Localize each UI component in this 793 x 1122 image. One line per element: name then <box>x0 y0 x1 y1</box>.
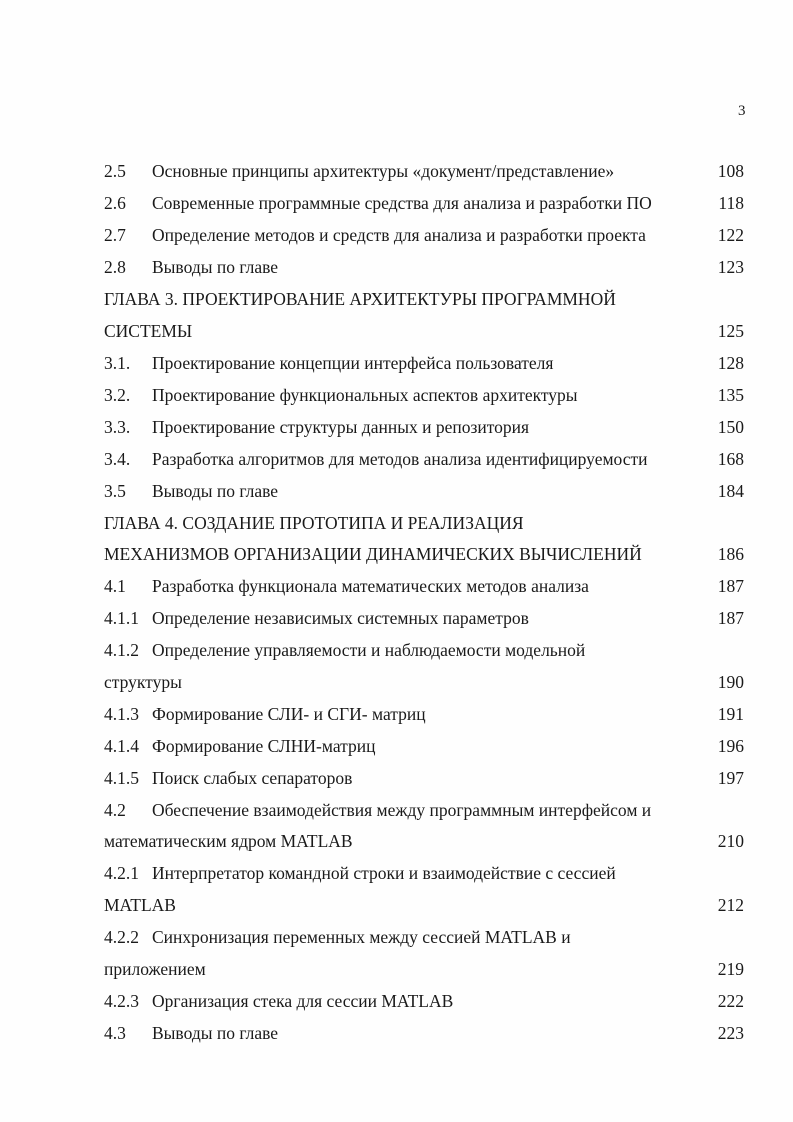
toc-entry-title: Обеспечение взаимодействия между программным интерфейсом и <box>152 800 652 820</box>
toc-entry-title: Организация стека для сессии MATLAB <box>152 991 454 1011</box>
toc-entry-page: 191 <box>717 704 744 724</box>
toc-entry-number: 4.3 <box>104 1023 126 1043</box>
toc-entry-page: 222 <box>717 991 744 1011</box>
toc-entry-number: 3.3. <box>104 417 131 437</box>
toc-entry-number: 3.5 <box>104 481 126 501</box>
toc-entry-title: Выводы по главе <box>152 257 279 277</box>
toc-entry-title: Проектирование структуры данных и репозитория <box>152 417 530 437</box>
toc-entry-title: Основные принципы архитектуры «документ/представление» <box>152 161 615 181</box>
toc-entry-page: 125 <box>717 321 744 341</box>
toc-entry-number: 3.1. <box>104 353 131 373</box>
toc-entry-number: 2.6 <box>104 193 126 213</box>
toc-entry-number: 4.2.3 <box>104 991 139 1011</box>
page-number: 3 <box>738 103 746 119</box>
toc-entry-page: 197 <box>717 768 744 788</box>
toc-entry-page: 186 <box>717 544 744 564</box>
toc-entry-title: СИСТЕМЫ <box>104 321 193 341</box>
toc-entry-number: 2.8 <box>104 257 126 277</box>
toc-entry-title: приложением <box>104 959 206 979</box>
toc-entry-page: 212 <box>717 895 744 915</box>
toc-entry-title: Определение управляемости и наблюдаемости модельной <box>152 640 586 660</box>
toc-entry-page: 210 <box>717 831 744 851</box>
toc-entry-title: Выводы по главе <box>152 1023 279 1043</box>
toc-entry-page: 168 <box>717 449 744 469</box>
toc-entry-title: Определение методов и средств для анализа и разработки проекта <box>152 225 646 245</box>
toc-entry-number: 4.2.1 <box>104 863 139 883</box>
toc-entry-title: ГЛАВА 3. ПРОЕКТИРОВАНИЕ АРХИТЕКТУРЫ ПРОГРАММНОЙ <box>104 289 616 309</box>
toc-entry-page: 187 <box>717 576 744 596</box>
toc-entry-title: Выводы по главе <box>152 481 279 501</box>
toc-entry-page: 190 <box>717 672 744 692</box>
toc-entry-page: 196 <box>717 736 744 756</box>
toc-entry-number: 4.1.3 <box>104 704 139 724</box>
toc-entry-title: Проектирование функциональных аспектов архитектуры <box>152 385 578 405</box>
toc-entry-number: 4.1.4 <box>104 736 139 756</box>
toc-entry-title: Формирование СЛИ- и СГИ- матриц <box>152 704 426 724</box>
toc-entry-title: Поиск слабых сепараторов <box>152 768 353 788</box>
toc-entry-title: ГЛАВА 4. СОЗДАНИЕ ПРОТОТИПА И РЕАЛИЗАЦИЯ <box>104 513 524 533</box>
toc-entry-page: 184 <box>717 481 744 501</box>
toc-entry-title: Синхронизация переменных между сессией MATLAB и <box>152 927 571 947</box>
toc-entry-page: 219 <box>717 959 744 979</box>
toc-entry-title: Проектирование концепции интерфейса пользователя <box>152 353 554 373</box>
toc-entry-page: 118 <box>718 193 744 213</box>
toc-entry-title: Современные программные средства для анализа и разработки ПО <box>152 193 652 213</box>
toc-entry-title: Определение независимых системных параметров <box>152 608 529 628</box>
toc-entry-number: 2.7 <box>104 225 126 245</box>
toc-entry-number: 2.5 <box>104 161 126 181</box>
toc-entry-page: 135 <box>717 385 744 405</box>
toc-entry-title: Интерпретатор командной строки и взаимодействие с сессией <box>152 863 616 883</box>
toc-entry-title: Разработка алгоритмов для методов анализа идентифицируемости <box>152 449 648 469</box>
toc-entry-page: 187 <box>717 608 744 628</box>
toc-entry-title: Формирование СЛНИ-матриц <box>152 736 376 756</box>
toc-entry-page: 128 <box>717 353 744 373</box>
toc-entry-page: 150 <box>717 417 744 437</box>
toc-entry-number: 4.1.2 <box>104 640 139 660</box>
toc-entry-title: математическим ядром MATLAB <box>104 831 353 851</box>
toc-entry-title: МЕХАНИЗМОВ ОРГАНИЗАЦИИ ДИНАМИЧЕСКИХ ВЫЧИСЛЕНИЙ <box>104 544 642 564</box>
toc-entry-number: 4.2 <box>104 800 126 820</box>
toc-entry-number: 4.1.5 <box>104 768 139 788</box>
toc-entry-number: 4.1.1 <box>104 608 139 628</box>
toc-entry-number: 3.4. <box>104 449 131 469</box>
toc-entry-number: 4.2.2 <box>104 927 139 947</box>
toc-entry-page: 123 <box>717 257 744 277</box>
toc-entry-page: 108 <box>717 161 744 181</box>
toc-entry-page: 122 <box>717 225 744 245</box>
toc-entry-number: 4.1 <box>104 576 126 596</box>
toc-entry-page: 223 <box>717 1023 744 1043</box>
toc-entry-title: структуры <box>104 672 182 692</box>
toc-entry-number: 3.2. <box>104 385 131 405</box>
toc-entry-title: MATLAB <box>104 895 176 915</box>
toc-entry-title: Разработка функционала математических методов анализа <box>152 576 589 596</box>
